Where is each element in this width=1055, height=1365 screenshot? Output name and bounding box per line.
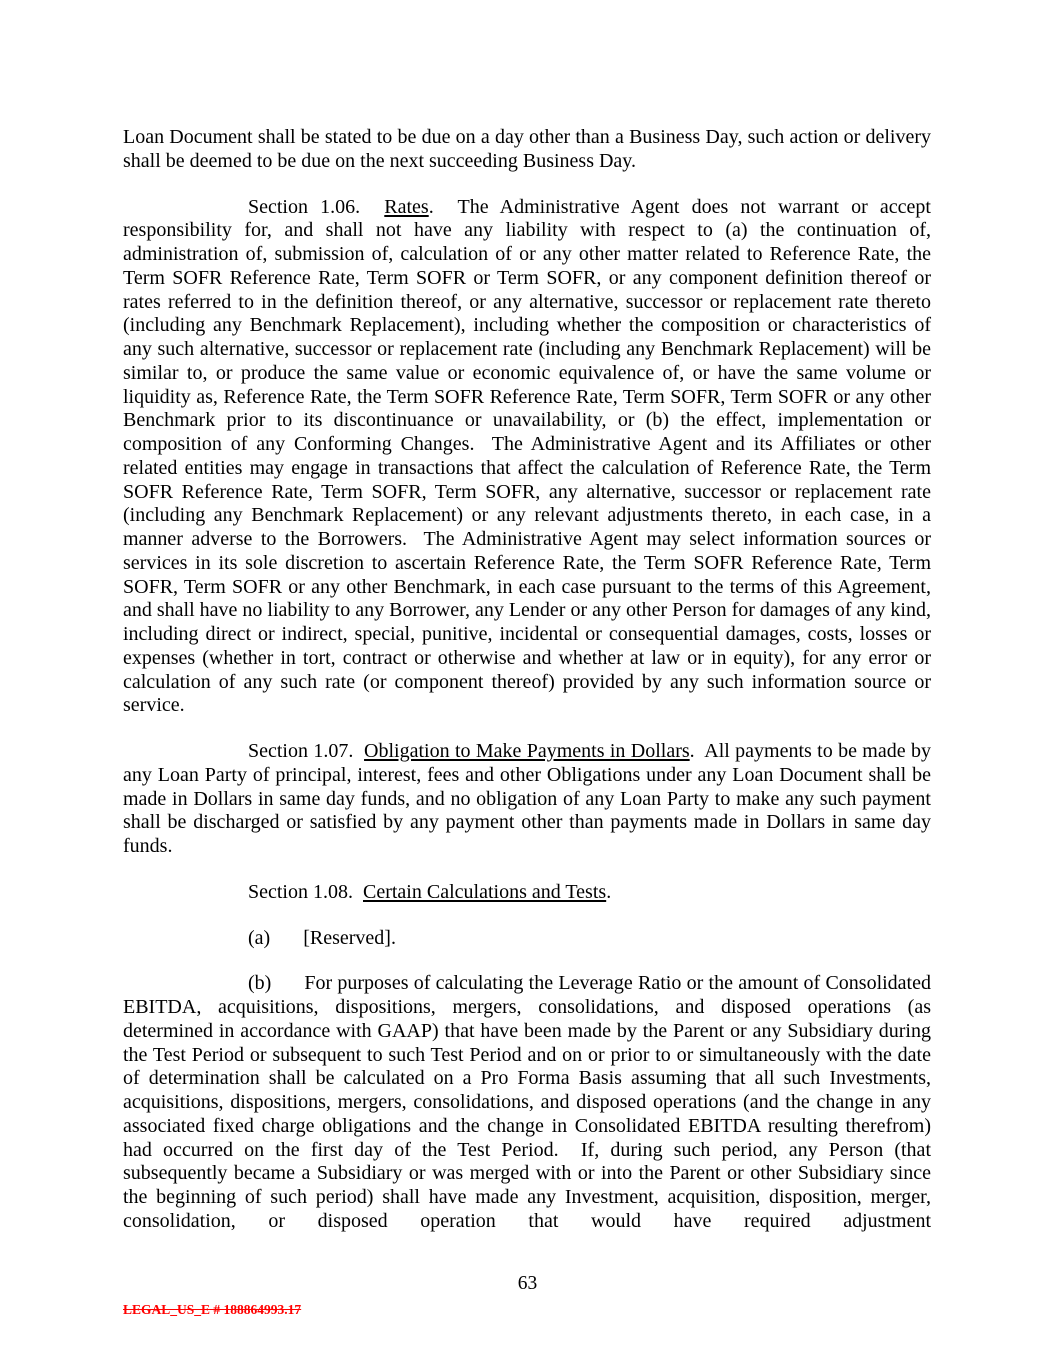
section-1-08-title: Certain Calculations and Tests bbox=[363, 880, 607, 903]
legal-stamp: LEGAL_US_E # 188864993.17 bbox=[123, 1302, 302, 1317]
clause-b-body: For purposes of calculating the Leverage Ratio or the amount of Consolidated EBITDA, acquisitions, dispositions, mergers, consolidations, and disposed operations (as determined in accordance with GAAP) that have been made by the Parent or any Subsidiary during the Test Period or subsequent to such Test Period and on or prior to or simultaneously with the date of determination shall be calculated on a Pro Forma Basis assuming that all such Investments, acquisitions, dispositions, mergers, consolidations, and disposed operations (and the change in any associated fixed charge obligations and the change in Consolidated EBITDA resulting therefrom) had occurred on the first day of the Test Period. If, during such period, any Person (that subsequently became a Subsidiary or was merged with or into the Parent or other Subsidiary since the beginning of such period) shall have made any Investment, acquisition, disposition, merger, consolidation, or disposed operation that would have required adjustment bbox=[123, 972, 931, 1232]
section-1-06-separator: . bbox=[428, 195, 434, 218]
section-1-06-label: Section 1.06. bbox=[248, 195, 385, 218]
document-body bbox=[123, 126, 931, 1256]
section-1-06-body: The Administrative Agent does not warrant or accept responsibility for, and shall not have any liability with respect to (a) the continuation of, administration of, submission of, calculation of or any other matter related to Reference Rate, the Term SOFR Reference Rate, Term SOFR or Term SOFR, or any component definition thereof or rates referred to in the definition thereof, or any alternative, successor or replacement rate thereto (including any Benchmark Replacement), including whether the composition or characteristics of any such alternative, successor or replacement rate (including any Benchmark Replacement) will be similar to, or produce the same value or economic equivalence of, or have the same volume or liquidity as, Reference Rate, the Term SOFR Reference Rate, Term SOFR, Term SOFR or any other Benchmark prior to its discontinuance or unavailability, or (b) the effect, implementation or composition of any Conforming Changes. The Administrative Agent and its Affiliates or other related entities may engage in transactions that affect the calculation of Reference Rate, the Term SOFR Reference Rate, Term SOFR, Term SOFR, any alternative, successor or replacement rate (including any Benchmark Replacement) or any relevant adjustments thereto, in each case, in a manner adverse to the Borrowers. The Administrative Agent may select information sources or services in its sole discretion to ascertain Reference Rate, the Term SOFR Reference Rate, Term SOFR, Term SOFR or any other Benchmark, in each case pursuant to the terms of this Agreement, and shall have no liability to any Borrower, any Lender or any other Person for damages of any kind, including direct or indirect, special, punitive, incidental or consequential damages, costs, losses or expenses (whether in tort, contract or otherwise and whether at law or in equity), for any error or calculation of any such rate (or component thereof) provided by any such information source or service. bbox=[123, 195, 931, 717]
section-1-07-paragraph bbox=[123, 740, 931, 859]
section-1-08-heading bbox=[123, 881, 931, 905]
clause-a-paragraph bbox=[123, 927, 931, 951]
section-1-06-paragraph bbox=[123, 196, 931, 719]
section-1-07-label: Section 1.07. bbox=[248, 740, 365, 762]
paragraph-continuation: Loan Document shall be stated to be due on a day other than a Business Day, such action or delivery shall be deemed to be due on the next succeeding Business Day. bbox=[123, 126, 931, 172]
section-1-08-label: Section 1.08. bbox=[248, 880, 363, 903]
clause-b-label: (b) bbox=[248, 972, 272, 995]
section-1-07-body: All payments to be made by any Loan Party of principal, interest, fees and other Obligations under any Loan Document shall be made in Dollars in same day funds, and no obligation of any Loan Party to make any such payment shall be discharged or satisfied by any payment other than payments made in Dollars in same day funds. bbox=[123, 740, 931, 857]
section-1-08-separator: . bbox=[606, 880, 612, 903]
section-1-07-separator: . bbox=[689, 740, 695, 762]
clause-a-label: (a) bbox=[248, 926, 271, 949]
page-number: 63 bbox=[517, 1273, 538, 1294]
section-1-07-title: Obligation to Make Payments in Dollars bbox=[364, 740, 690, 762]
section-1-06-title: Rates bbox=[384, 195, 429, 218]
clause-a-body: [Reserved]. bbox=[303, 926, 396, 949]
clause-b-paragraph bbox=[123, 972, 931, 1233]
